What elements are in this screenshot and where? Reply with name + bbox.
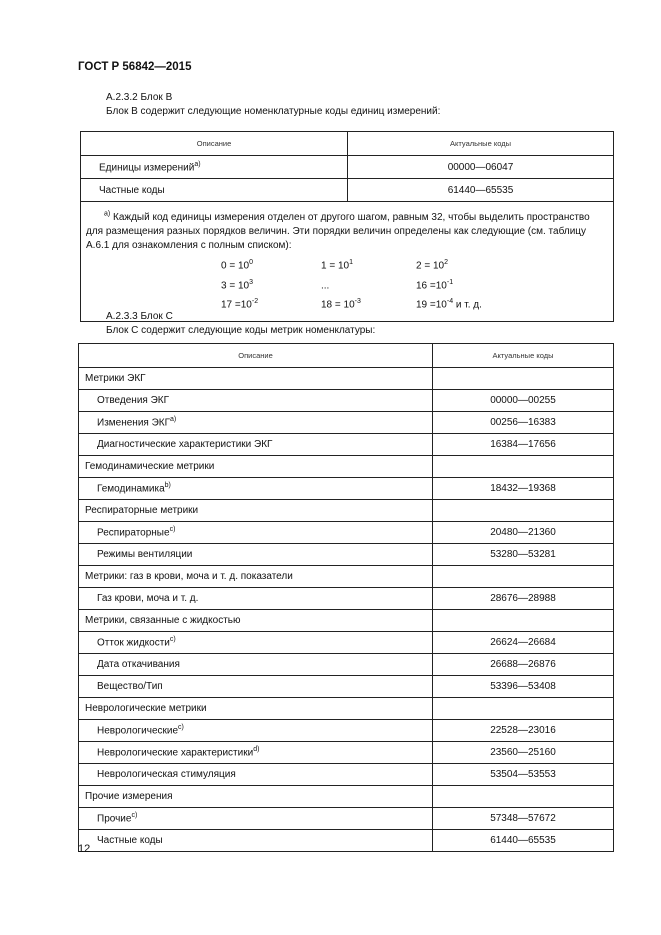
description-text: Гемодинамические метрики bbox=[85, 461, 215, 472]
description-cell bbox=[79, 830, 433, 852]
footnote-mark: c) bbox=[178, 724, 184, 732]
code-range-cell: 22528—23016 bbox=[433, 720, 614, 742]
code-range-cell: 53504—53553 bbox=[433, 764, 614, 786]
column-header: Описание bbox=[81, 132, 348, 156]
table-note bbox=[81, 202, 614, 322]
description-cell bbox=[79, 632, 433, 654]
description-cell bbox=[79, 544, 433, 566]
footnote-mark: c) bbox=[169, 636, 176, 644]
equation bbox=[321, 275, 416, 294]
footnote-mark: d) bbox=[253, 746, 260, 754]
code-range-cell bbox=[433, 456, 614, 478]
equation-base: 16 =10 bbox=[416, 279, 447, 291]
description-cell bbox=[79, 412, 433, 434]
equation bbox=[321, 294, 416, 313]
code-range-cell bbox=[433, 368, 614, 390]
page-number: 12 bbox=[78, 843, 91, 855]
description-cell bbox=[79, 764, 433, 786]
table-row bbox=[79, 434, 614, 456]
table-row bbox=[79, 390, 614, 412]
equation-base: 1 = 10 bbox=[321, 260, 350, 272]
equation bbox=[416, 275, 526, 294]
table-row bbox=[79, 654, 614, 676]
table-row bbox=[79, 522, 614, 544]
note-mark: a) bbox=[104, 211, 111, 218]
equation bbox=[416, 255, 526, 274]
equation-exponent: 0 bbox=[249, 259, 253, 267]
equation-exponent: 1 bbox=[349, 259, 353, 267]
equation-exponent: -2 bbox=[251, 297, 259, 305]
description-cell bbox=[79, 478, 433, 500]
description-cell bbox=[79, 588, 433, 610]
description-text: Вещество/Тип bbox=[97, 681, 163, 692]
equation-base: 0 = 10 bbox=[221, 260, 250, 272]
code-range-cell: 18432—19368 bbox=[433, 478, 614, 500]
description-cell bbox=[81, 179, 348, 202]
description-cell bbox=[81, 156, 348, 179]
table-row bbox=[79, 808, 614, 830]
code-range-cell: 57348—57672 bbox=[433, 808, 614, 830]
equation-base: 17 =10 bbox=[221, 299, 252, 311]
table-group-row bbox=[79, 368, 614, 390]
description-cell bbox=[79, 500, 433, 522]
description-text: Дата откачивания bbox=[97, 659, 180, 670]
code-range-cell bbox=[433, 786, 614, 808]
description-text: Неврологическая стимуляция bbox=[97, 769, 236, 780]
description-cell bbox=[79, 434, 433, 456]
description-cell bbox=[79, 390, 433, 412]
code-range-cell: 00256—16383 bbox=[433, 412, 614, 434]
code-range-cell: 23560—25160 bbox=[433, 742, 614, 764]
code-range-cell: 61440—65535 bbox=[348, 179, 614, 202]
description-text: Неврологические bbox=[97, 725, 179, 737]
description-cell bbox=[79, 676, 433, 698]
equation-base: ... bbox=[321, 279, 330, 291]
equation-exponent: -1 bbox=[446, 278, 454, 286]
table-header-row bbox=[79, 344, 614, 368]
table-row bbox=[79, 764, 614, 786]
description-cell bbox=[79, 808, 433, 830]
description-text: Прочие измерения bbox=[85, 791, 173, 802]
equation-base: 3 = 10 bbox=[221, 279, 250, 291]
table-group-row bbox=[79, 786, 614, 808]
equation-exponent: -4 bbox=[446, 297, 454, 305]
code-range-cell: 26624—26684 bbox=[433, 632, 614, 654]
equation bbox=[221, 275, 321, 294]
code-range-cell: 61440—65535 bbox=[433, 830, 614, 852]
description-cell bbox=[79, 610, 433, 632]
description-text: Неврологические характеристики bbox=[97, 747, 254, 759]
description-cell bbox=[79, 720, 433, 742]
table-group-row bbox=[79, 456, 614, 478]
code-range-cell: 16384—17656 bbox=[433, 434, 614, 456]
footnote-mark: c) bbox=[131, 812, 138, 820]
description-cell bbox=[79, 368, 433, 390]
code-range-cell: 26688—26876 bbox=[433, 654, 614, 676]
code-range-cell bbox=[433, 610, 614, 632]
description-text: Метрики ЭКГ bbox=[85, 373, 146, 384]
table-row bbox=[79, 632, 614, 654]
equation bbox=[416, 294, 526, 313]
note-text: Каждый код единицы измерения отделен от другого шагом, равным 32, чтобы выделить пространство для размещения разных порядков величин. Эти порядки величин определены как следующие (см. таблицу А.6.1 для ознакомления с полным списком): bbox=[86, 212, 590, 252]
section-b-intro: Блок В содержит следующие номенклатурные коды единиц измерений: bbox=[106, 106, 441, 117]
code-range-cell: 53280—53281 bbox=[433, 544, 614, 566]
description-text: Частные коды bbox=[99, 184, 165, 196]
description-cell bbox=[79, 698, 433, 720]
table-header-row bbox=[81, 132, 614, 156]
description-text: Метрики: газ в крови, моча и т. д. показатели bbox=[85, 571, 293, 582]
section-b-title: А.2.3.2 Блок В bbox=[106, 92, 173, 103]
table-group-row bbox=[79, 500, 614, 522]
code-range-cell: 53396—53408 bbox=[433, 676, 614, 698]
table-group-row bbox=[79, 610, 614, 632]
table-row bbox=[79, 544, 614, 566]
column-header: Описание bbox=[79, 344, 433, 368]
description-text: Режимы вентиляции bbox=[97, 549, 193, 560]
magnitude-equations bbox=[221, 255, 608, 313]
footnote-mark: a) bbox=[194, 160, 201, 168]
description-text: Метрики, связанные с жидкостью bbox=[85, 615, 241, 626]
code-range-cell: 28676—28988 bbox=[433, 588, 614, 610]
equation-exponent: -3 bbox=[354, 297, 361, 305]
description-text: Частные коды bbox=[97, 835, 163, 846]
table-row bbox=[79, 830, 614, 852]
description-text: Отведения ЭКГ bbox=[97, 395, 170, 406]
description-cell bbox=[79, 566, 433, 588]
description-text: Изменения ЭКГ bbox=[97, 417, 171, 429]
equation-suffix: и т. д. bbox=[453, 299, 482, 311]
code-range-cell: 00000—06047 bbox=[348, 156, 614, 179]
table-row bbox=[79, 742, 614, 764]
table-row bbox=[81, 179, 614, 202]
equation bbox=[221, 294, 321, 313]
equation-base: 19 =10 bbox=[416, 299, 447, 311]
table-row bbox=[79, 588, 614, 610]
description-text: Прочие bbox=[97, 813, 132, 825]
footnote-mark: b) bbox=[164, 482, 171, 490]
description-cell bbox=[79, 522, 433, 544]
equation-exponent: 3 bbox=[249, 278, 253, 286]
description-cell bbox=[79, 786, 433, 808]
footnote-mark: c) bbox=[169, 526, 176, 534]
equation-base: 2 = 10 bbox=[416, 260, 445, 272]
description-text: Отток жидкости bbox=[97, 637, 170, 649]
column-header: Актуальные коды bbox=[348, 132, 614, 156]
code-range-cell: 20480—21360 bbox=[433, 522, 614, 544]
code-range-cell bbox=[433, 698, 614, 720]
description-text: Газ крови, моча и т. д. bbox=[97, 593, 199, 604]
table-note-row bbox=[81, 202, 614, 322]
description-cell bbox=[79, 654, 433, 676]
units-table bbox=[80, 131, 614, 322]
description-text: Гемодинамика bbox=[97, 483, 165, 495]
section-c-intro: Блок С содержит следующие коды метрик номенклатуры: bbox=[106, 325, 376, 336]
table-row bbox=[79, 412, 614, 434]
table-group-row bbox=[79, 698, 614, 720]
description-cell bbox=[79, 456, 433, 478]
description-cell bbox=[79, 742, 433, 764]
document-header: ГОСТ Р 56842—2015 bbox=[78, 61, 192, 73]
table-row bbox=[79, 676, 614, 698]
description-text: Неврологические метрики bbox=[85, 703, 207, 714]
equation-exponent: 2 bbox=[444, 259, 448, 267]
table-group-row bbox=[79, 566, 614, 588]
section-c-title: А.2.3.3 Блок С bbox=[106, 311, 173, 322]
description-text: Единицы измерений bbox=[99, 162, 195, 174]
table-row bbox=[79, 478, 614, 500]
code-range-cell bbox=[433, 566, 614, 588]
footnote-mark: a) bbox=[170, 416, 177, 424]
column-header: Актуальные коды bbox=[433, 344, 614, 368]
equation bbox=[321, 255, 416, 274]
table-row bbox=[81, 156, 614, 179]
table-row bbox=[79, 720, 614, 742]
description-text: Респираторные bbox=[97, 527, 170, 539]
equation-base: 18 = 10 bbox=[321, 299, 355, 311]
code-range-cell bbox=[433, 500, 614, 522]
code-range-cell: 00000—00255 bbox=[433, 390, 614, 412]
metrics-table bbox=[78, 343, 614, 852]
description-text: Диагностические характеристики ЭКГ bbox=[97, 439, 273, 450]
equation bbox=[221, 255, 321, 274]
description-text: Респираторные метрики bbox=[85, 505, 199, 516]
